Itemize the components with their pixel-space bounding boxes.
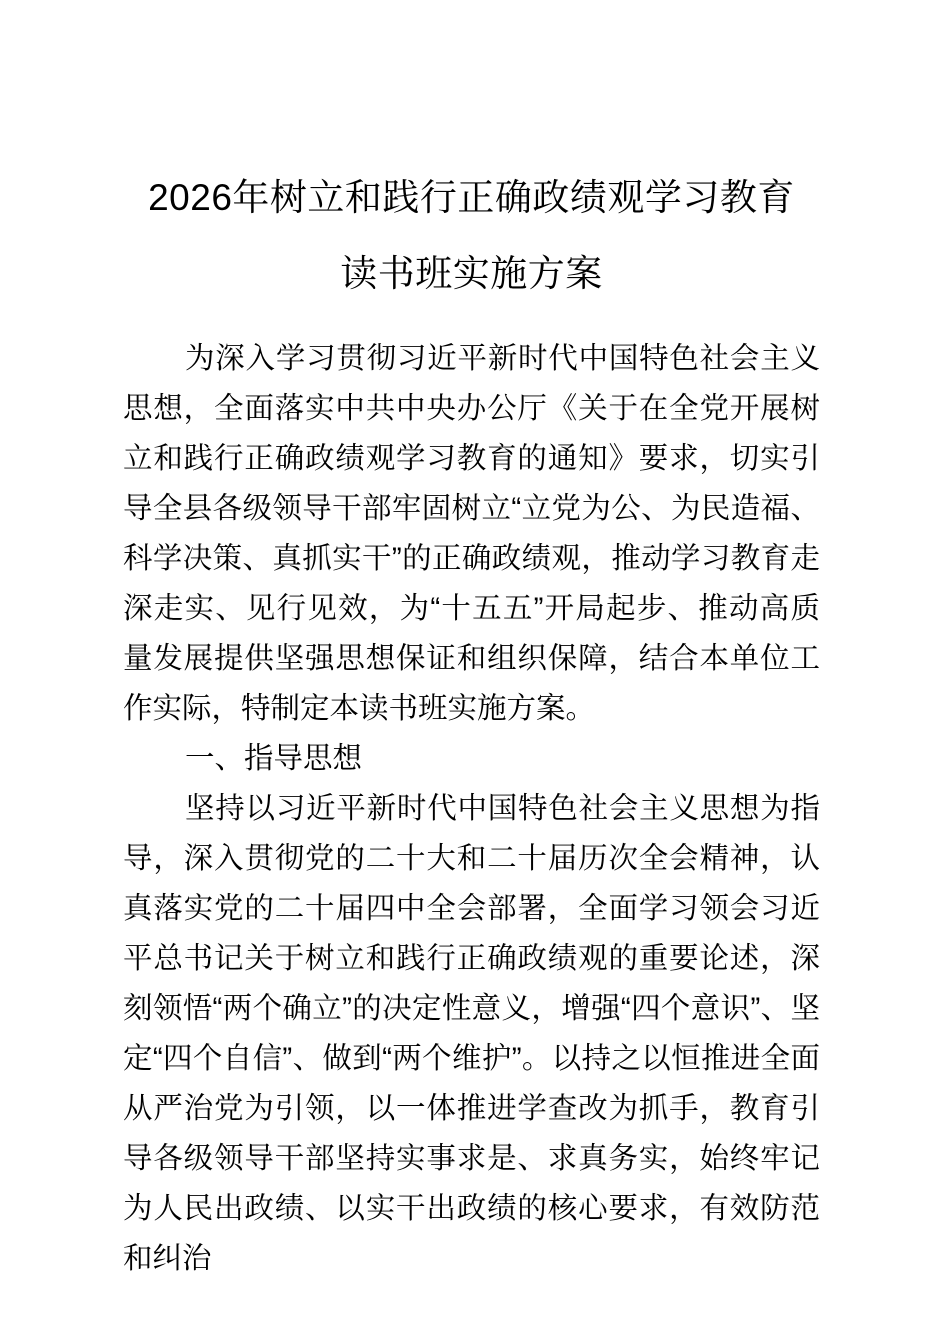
document-title-line-1: 2026年树立和践行正确政绩观学习教育 xyxy=(148,177,795,218)
document-title-line-2: 读书班实施方案 xyxy=(340,253,603,294)
paragraph-guiding-thought-body: 坚持以习近平新时代中国特色社会主义思想为指导，深入贯彻党的二十大和二十届历次全会精神，认真落实党的二十届四中全会部署，全面学习领会习近平总书记关于树立和践行正确政绩观的重要论述，深刻领悟“两个确立”的决定性意义，增强“四个意识”、坚定“四个自信”、做到“两个维护”。以持之以恒推进全面从严治党为引领，以一体推进学查改为抓手，教育引导各级领导干部坚持实事求是、求真务实，始终牢记为人民出政绩、以实干出政绩的核心要求，有效防范和纠治 xyxy=(123,792,820,1275)
paragraph-introduction: 为深入学习贯彻习近平新时代中国特色社会主义思想，全面落实中共中央办公厅《关于在全党开展树立和践行正确政绩观学习教育的通知》要求，切实引导全县各级领导干部牢固树立“立党为公、为民造福、科学决策、真抓实干”的正确政绩观，推动学习教育走深走实、见行见效，为“十五五”开局起步、推动高质量发展提供坚强思想保证和组织保障，结合本单位工作实际，特制定本读书班实施方案。 xyxy=(123,342,820,725)
section-heading-guiding-thought: 一、指导思想 xyxy=(185,742,363,775)
document-content xyxy=(123,0,820,1284)
